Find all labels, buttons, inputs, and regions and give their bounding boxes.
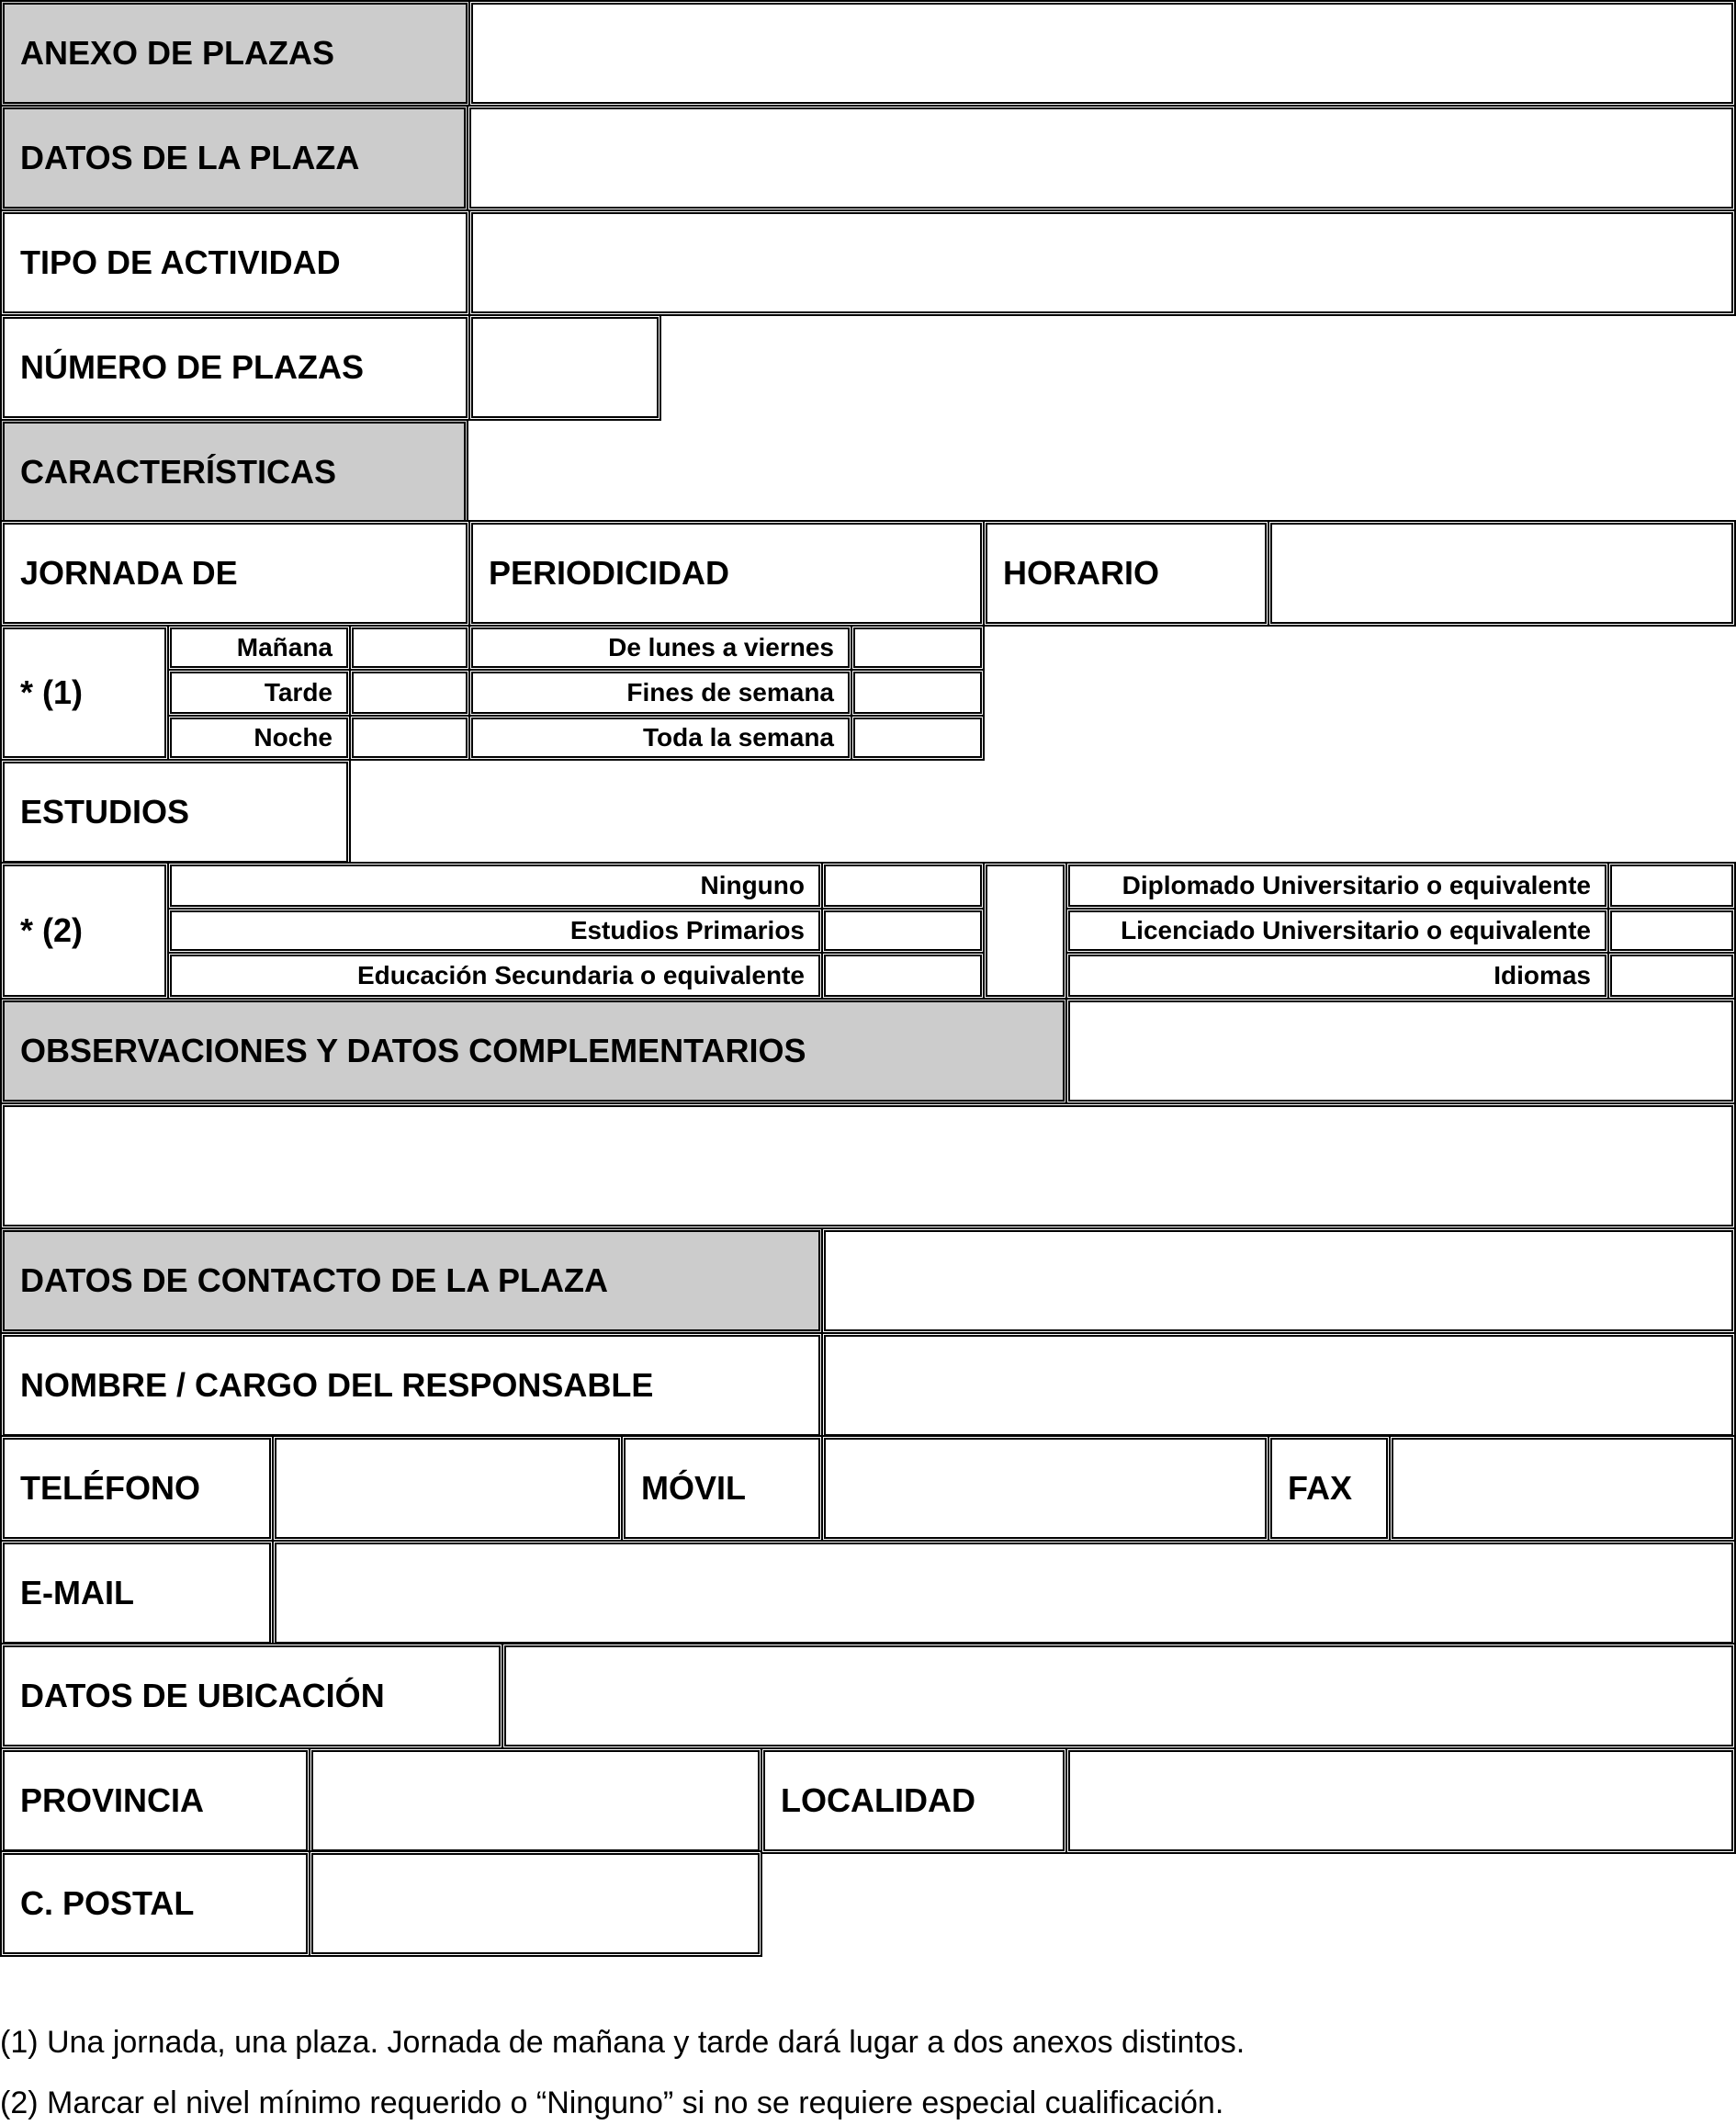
ref2-marker: * (2) (20, 911, 84, 949)
estudios-checkbox-ninguno[interactable] (821, 862, 985, 910)
estudios-checkbox-secundaria[interactable] (821, 952, 985, 1000)
observaciones-empty-cell (1065, 998, 1736, 1104)
responsable-input[interactable] (826, 1337, 1731, 1434)
datos-plaza-title: DATOS DE LA PLAZA (20, 139, 360, 176)
jornada-checkbox-manana[interactable] (349, 625, 470, 671)
jornada-checkbox-tarde[interactable] (349, 669, 470, 717)
fax-label: FAX (1288, 1469, 1353, 1507)
email-input[interactable] (276, 1544, 1731, 1642)
estudios-option-idiomas-label: Idiomas (1494, 961, 1591, 989)
jornada-option-manana-label: Mañana (236, 633, 333, 661)
estudios-spacer-cell (983, 862, 1067, 1000)
periodicidad-checkbox-fines-semana[interactable] (851, 669, 985, 717)
movil-label: MÓVIL (641, 1469, 746, 1507)
cpostal-input[interactable] (313, 1855, 758, 1952)
jornada-option-noche-label: Noche (254, 723, 333, 752)
email-label: E-MAIL (20, 1574, 134, 1611)
estudios-option-secundaria-label: Educación Secundaria o equivalente (356, 961, 805, 989)
numero-plazas-label: NÚMERO DE PLAZAS (20, 348, 365, 386)
anexo-title: ANEXO DE PLAZAS (20, 34, 335, 72)
estudios-checkbox-primarios[interactable] (821, 908, 985, 954)
ubicacion-title: DATOS DE UBICACIÓN (20, 1677, 385, 1714)
estudios-checkbox-diplomado[interactable] (1607, 862, 1736, 910)
footnote-1: (1) Una jornada, una plaza. Jornada de mañana y tarde dará lugar a dos anexos distintos. (0, 2025, 1246, 2060)
provincia-label: PROVINCIA (20, 1781, 205, 1819)
localidad-label: LOCALIDAD (781, 1781, 975, 1819)
tipo-actividad-label: TIPO DE ACTIVIDAD (20, 243, 341, 281)
estudios-checkbox-licenciado[interactable] (1607, 908, 1736, 954)
observaciones-title: OBSERVACIONES Y DATOS COMPLEMENTARIOS (20, 1032, 806, 1069)
jornada-label: JORNADA DE (20, 554, 238, 592)
horario-label: HORARIO (1003, 554, 1159, 592)
caracteristicas-title: CARACTERÍSTICAS (20, 453, 337, 491)
estudios-option-ninguno-label: Ninguno (700, 871, 805, 899)
telefono-label: TELÉFONO (20, 1469, 200, 1507)
datos-plaza-empty-cell (467, 105, 1736, 211)
observaciones-textarea[interactable] (5, 1107, 1731, 1225)
fax-input[interactable] (1393, 1440, 1731, 1537)
ubicacion-empty-cell (502, 1643, 1736, 1749)
anexo-empty-cell (468, 0, 1736, 107)
periodicidad-label: PERIODICIDAD (489, 554, 730, 592)
provincia-input[interactable] (313, 1752, 758, 1849)
telefono-input[interactable] (276, 1440, 618, 1537)
estudios-option-diplomado-label: Diplomado Universitario o equivalente (1122, 871, 1591, 899)
periodicidad-option-toda-semana-label: Toda la semana (642, 723, 834, 752)
contacto-title: DATOS DE CONTACTO DE LA PLAZA (20, 1261, 609, 1299)
periodicidad-checkbox-toda-semana[interactable] (851, 715, 985, 761)
jornada-checkbox-noche[interactable] (349, 715, 470, 761)
contacto-empty-cell (821, 1227, 1736, 1334)
movil-input[interactable] (826, 1440, 1265, 1537)
estudios-label: ESTUDIOS (20, 793, 190, 831)
ref1-marker: * (1) (20, 673, 84, 711)
horario-input[interactable] (1272, 525, 1731, 622)
footnote-2: (2) Marcar el nivel mínimo requerido o “Ninguno” si no se requiere especial cualificación. (0, 2085, 1224, 2120)
estudios-option-licenciado-label: Licenciado Universitario o equivalente (1121, 916, 1591, 944)
periodicidad-checkbox-lunes-viernes[interactable] (851, 625, 985, 671)
estudios-checkbox-idiomas[interactable] (1607, 952, 1736, 1000)
responsable-label: NOMBRE / CARGO DEL RESPONSABLE (20, 1366, 654, 1404)
numero-plazas-input[interactable] (473, 319, 657, 416)
periodicidad-option-lunes-viernes-label: De lunes a viernes (608, 633, 834, 661)
tipo-actividad-input[interactable] (473, 214, 1731, 311)
cpostal-label: C. POSTAL (20, 1884, 195, 1922)
estudios-option-primarios-label: Estudios Primarios (569, 916, 805, 944)
periodicidad-option-fines-semana-label: Fines de semana (626, 678, 834, 706)
localidad-input[interactable] (1070, 1752, 1731, 1849)
jornada-option-tarde-label: Tarde (264, 678, 333, 706)
